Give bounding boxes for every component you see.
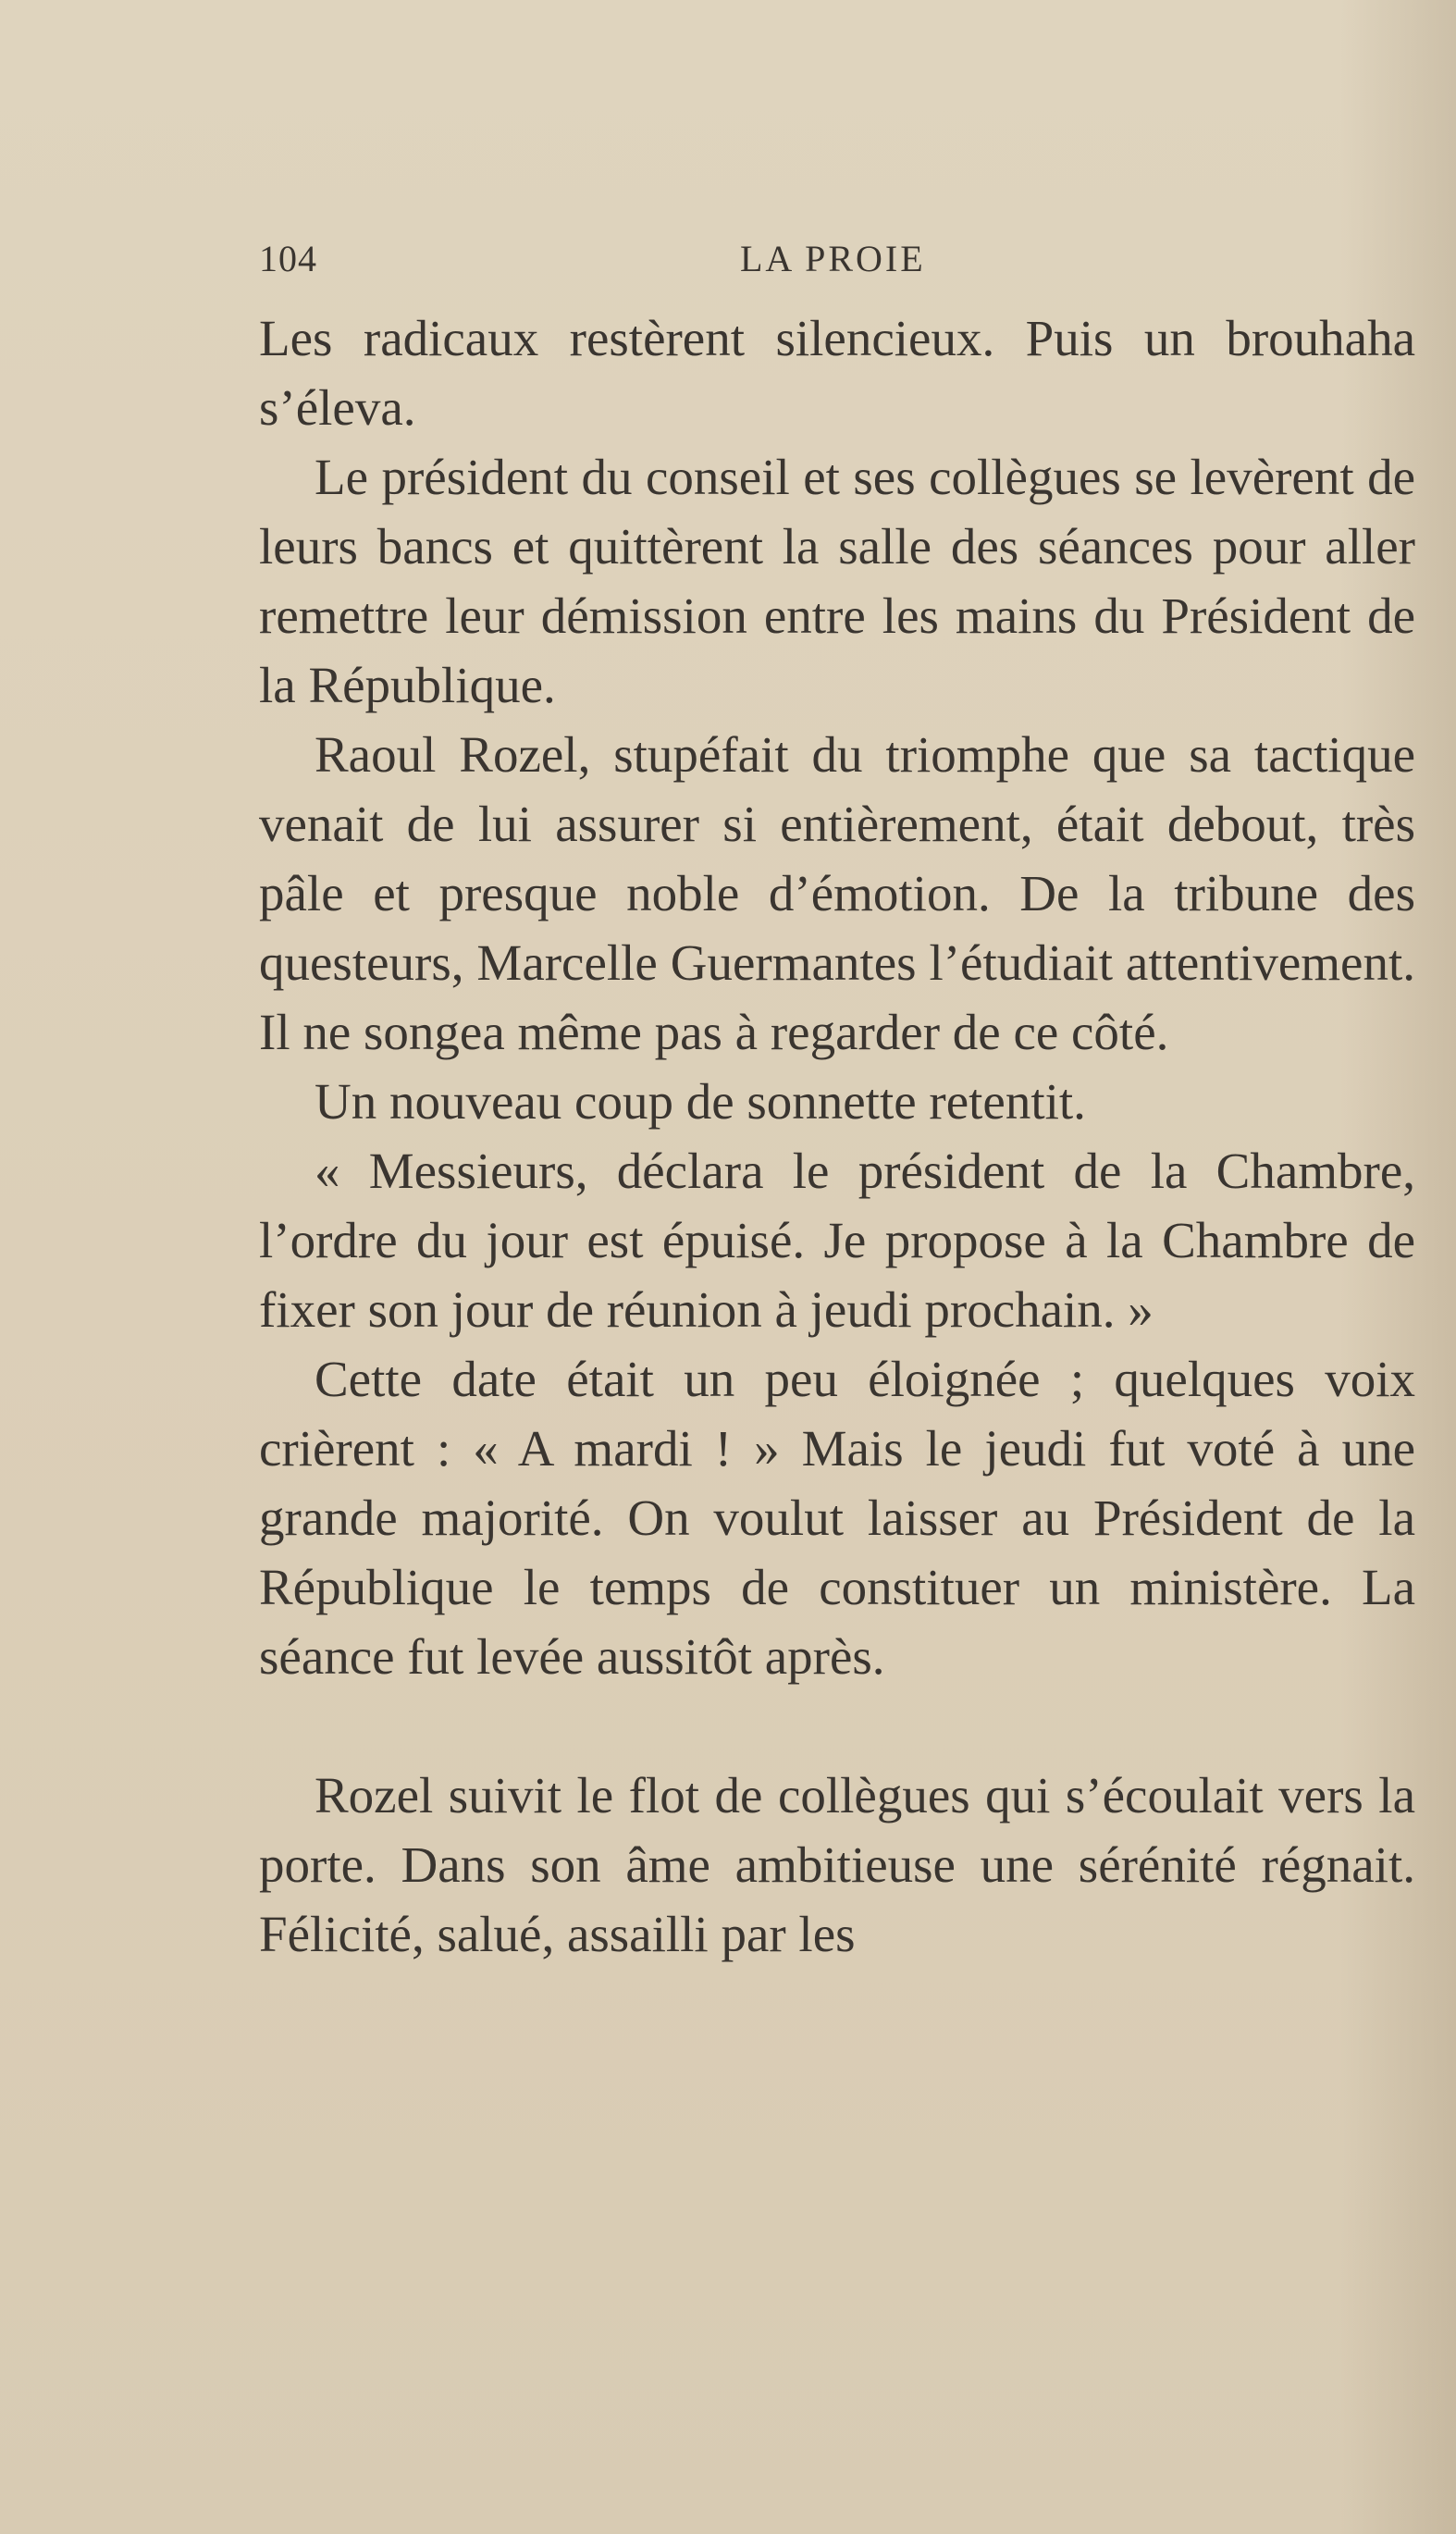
paragraph-7: Rozel suivit le flot de collègues qui s’écoulait vers la porte. Dans son âme ambitieuse une sérénité régnait. Félicité, salué, assailli par les [259,1767,1415,1962]
paragraph-5: « Messieurs, déclara le président de la Chambre, l’ordre du jour est épuisé. Je propose à la Chambre de fixer son jour de réunion à jeudi prochain. » [259,1143,1415,1338]
paragraph-6: Cette date était un peu éloignée ; quelques voix crièrent : « A mardi ! » Mais le jeudi fut voté à une grande majorité. On voulut laisser au Président de la République le temps de constituer un ministère. La séance fut levée aussitôt après. [259,1351,1415,1685]
paragraph-2: Le président du conseil et ses collègues se levèrent de leurs bancs et quittèrent la salle des séances pour aller remettre leur démission entre les mains du Président de la République. [259,449,1415,713]
section-break [259,1691,1415,1761]
page-number: 104 [259,238,317,279]
book-title: LA PROIE [740,238,926,279]
paragraph-3: Raoul Rozel, stupéfait du triomphe que sa tactique venait de lui assurer si entièrement, était debout, très pâle et presque noble d’émotion. De la tribune des questeurs, Marcelle Guermantes l’étudiait attentivement. Il ne songea même pas à regarder de ce côté. [259,726,1415,1060]
running-head [259,237,1415,292]
paragraph-1: Les radicaux restèrent silencieux. Puis un brouhaha s’éleva. [259,310,1415,436]
paragraph-4: Un nouveau coup de sonnette retentit. [315,1073,1086,1130]
body-text [259,303,1415,1969]
